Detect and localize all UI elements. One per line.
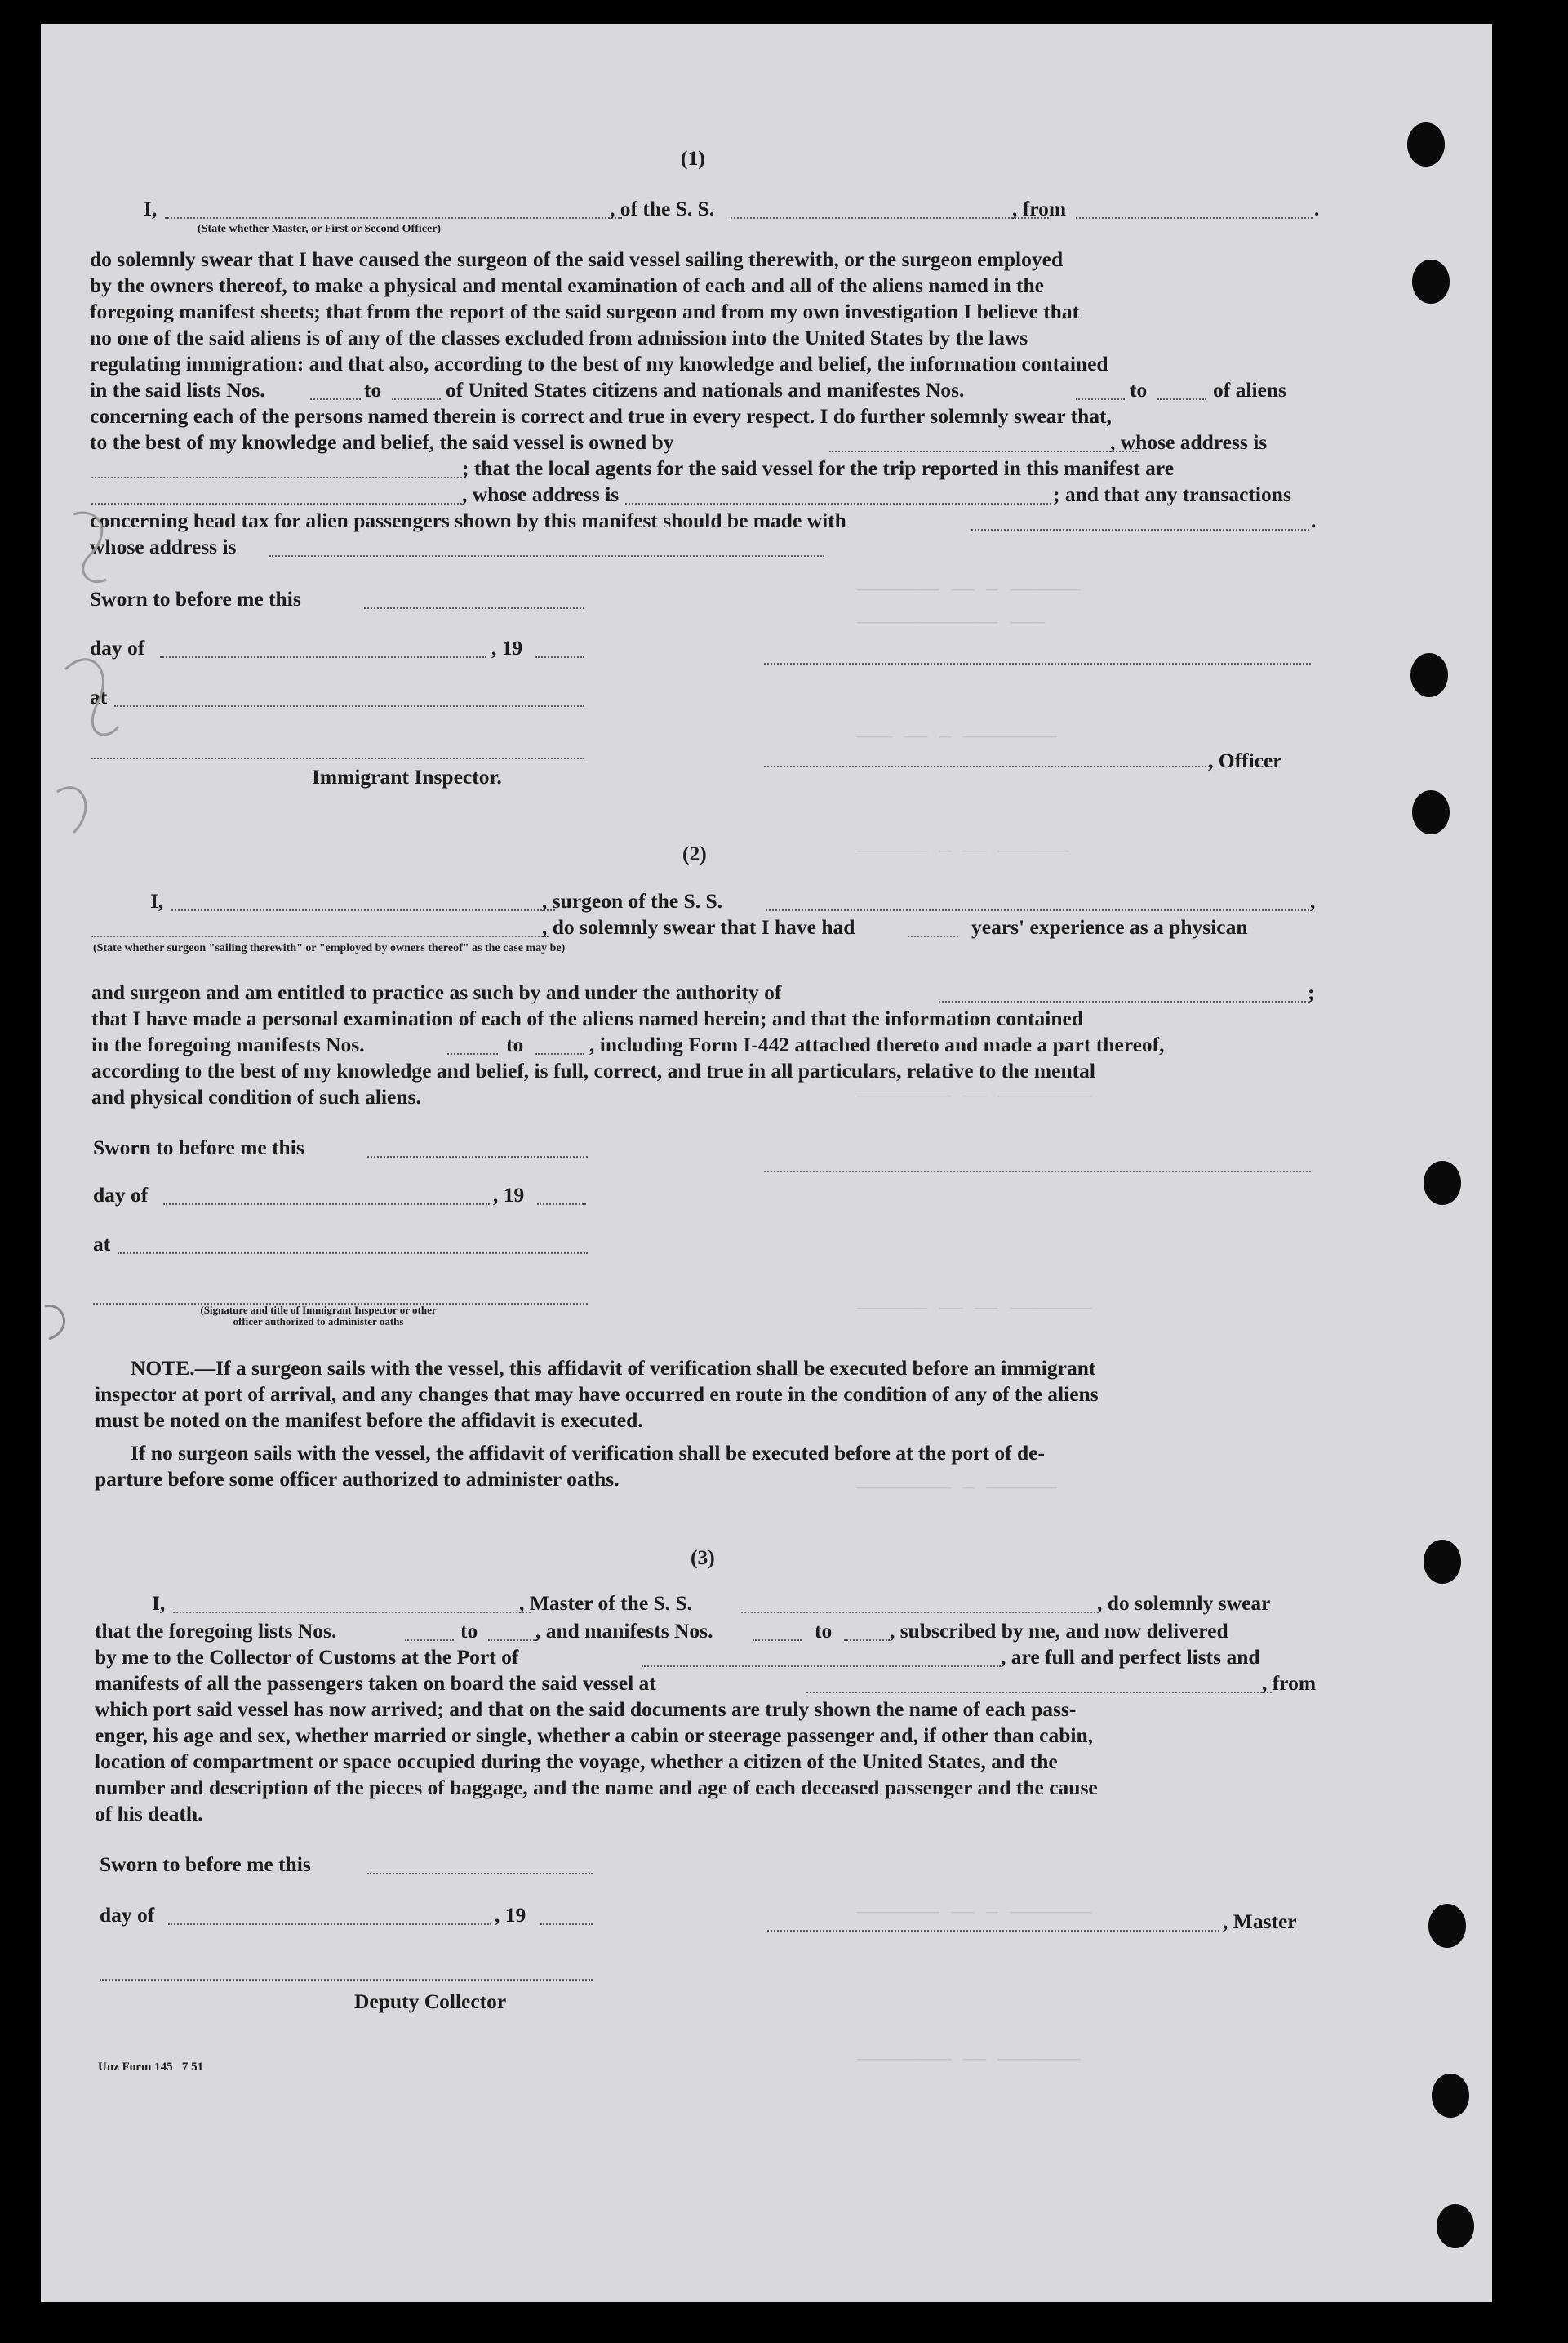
s1-para-line: do solemnly swear that I have caused the surgeon of the said vessel sailing therewith, or the surgeon employed xyxy=(90,247,1064,271)
s1-i-label: I, xyxy=(144,197,158,220)
binder-hole xyxy=(1410,653,1448,697)
binder-hole xyxy=(1424,1540,1461,1584)
s1-owned-label: to the best of my knowledge and belief, the said vessel is owned by xyxy=(90,430,674,454)
s3-deputy-signature-line[interactable] xyxy=(100,1979,593,1981)
s2-swear-label: , do solemnly swear that I have had xyxy=(542,915,855,939)
master-name-line[interactable] xyxy=(173,1612,531,1613)
s1-agents-label: ; that the local agents for the said vessel for the trip reported in this manifest are xyxy=(462,456,1175,480)
section-1-number: (1) xyxy=(681,146,705,170)
s2-para-line: that I have made a personal examination of each of the aliens named herein; and that the information contained xyxy=(91,1007,1084,1030)
s3-lists-label: that the foregoing lists Nos. xyxy=(95,1619,337,1643)
agents-name-line[interactable] xyxy=(91,503,462,505)
s1-transactions-label: ; and that any transactions xyxy=(1053,482,1291,506)
s3-deputy-label: Deputy Collector xyxy=(354,1990,507,2013)
s1-sworn-line[interactable] xyxy=(364,607,584,609)
s1-concerning-line: concerning each of the persons named therein is correct and true in every respect. I do further solemnly swear that, xyxy=(90,404,1112,428)
s3-manifests-to-line[interactable] xyxy=(844,1639,890,1641)
s2-year-line[interactable] xyxy=(537,1203,586,1205)
head-tax-address-line[interactable] xyxy=(269,555,824,557)
s1-at-line[interactable] xyxy=(114,705,584,707)
s2-manifests-to: to xyxy=(506,1033,524,1056)
s1-manifests-to: to xyxy=(1130,378,1148,402)
s3-manifests-to: to xyxy=(815,1619,833,1643)
manifests-to-line[interactable] xyxy=(1157,398,1206,400)
note-line: If no surgeon sails with the vessel, the affidavit of verification shall be executed before at the port of de- xyxy=(131,1441,1045,1465)
s3-master-label-sign: , Master xyxy=(1223,1910,1297,1933)
s2-form-label: , including Form I-442 attached thereto and made a part thereof, xyxy=(589,1033,1165,1056)
note-line: must be noted on the manifest before the affidavit is executed. xyxy=(95,1408,643,1432)
authority-line[interactable] xyxy=(939,1001,1306,1003)
s3-manifests-from-line[interactable] xyxy=(753,1639,802,1641)
owner-name-line[interactable] xyxy=(829,451,1139,452)
s3-swear-label: , do solemnly swear xyxy=(1097,1591,1271,1615)
s1-year-label: , 19 xyxy=(491,636,523,660)
section-2-number: (2) xyxy=(682,842,707,865)
s2-day-line[interactable] xyxy=(163,1203,490,1205)
ship-name-line[interactable] xyxy=(731,217,1049,219)
s2-manifests-from-line[interactable] xyxy=(447,1053,498,1055)
margin-pencil-marks xyxy=(41,482,139,906)
s3-para-line: which port said vessel has now arrived; and that on the said documents are truly shown the name of each pass- xyxy=(95,1697,1077,1721)
s1-officer-name-line[interactable] xyxy=(764,766,1213,767)
binder-hole xyxy=(1437,2204,1474,2248)
embark-port-line[interactable] xyxy=(806,1692,1272,1693)
note-line: NOTE.—If a surgeon sails with the vessel, this affidavit of verification shall be executed before an immigrant xyxy=(131,1356,1096,1380)
s1-sworn-label: Sworn to before me this xyxy=(90,587,301,611)
s1-aliens-label: of aliens xyxy=(1213,378,1286,402)
note-line: inspector at port of arrival, and any changes that may have occurred en route in the condition of any of the aliens xyxy=(95,1382,1099,1406)
s3-sworn-label: Sworn to before me this xyxy=(100,1852,311,1876)
s3-year-label: , 19 xyxy=(495,1903,526,1927)
s2-para-line: according to the best of my knowledge and belief, is full, correct, and true in all particulars, relative to the mental xyxy=(91,1059,1096,1083)
s3-para-line: location of compartment or space occupied during the voyage, whether a citizen of the United States, and the xyxy=(95,1749,1058,1773)
binder-hole xyxy=(1412,260,1450,304)
s3-from-label: , from xyxy=(1262,1671,1317,1695)
s1-owner-address-label: , whose address is xyxy=(1110,430,1268,454)
manifests-from-line[interactable] xyxy=(1076,398,1125,400)
form-id: Unz Form 145 7 51 xyxy=(98,2061,204,2074)
s1-end-period: . xyxy=(1314,197,1320,220)
s2-end-comma: , xyxy=(1310,889,1316,913)
binder-hole xyxy=(1412,790,1450,834)
from-port-line[interactable] xyxy=(1076,217,1313,219)
surgeon-name-line[interactable] xyxy=(171,909,555,911)
s1-of-ship-label: , of the S. S. xyxy=(610,197,715,220)
s2-at-line[interactable] xyxy=(118,1252,588,1254)
s2-ship-name-line[interactable] xyxy=(766,909,1309,911)
s3-i-label: I, xyxy=(152,1591,166,1615)
s2-sworn-line[interactable] xyxy=(367,1156,588,1158)
surgeon-note: (State whether surgeon "sailing therewith" or "employed by owners thereof" as the case may be) xyxy=(93,942,566,954)
s2-signature-note-line: (Signature and title of Immigrant Inspector or other xyxy=(200,1304,437,1316)
s1-lists-to: to xyxy=(364,378,382,402)
years-experience-line[interactable] xyxy=(908,936,958,937)
s2-surgeon-label: , surgeon of the S. S. xyxy=(542,889,723,913)
s3-para-line: number and description of the pieces of baggage, and the name and age of each deceased passenger and the cause xyxy=(95,1776,1098,1799)
s1-at-label: at xyxy=(90,685,108,709)
owner-address-line[interactable] xyxy=(91,477,462,478)
officer-note: (State whether Master, or First or Second Officer) xyxy=(198,223,442,235)
s1-day-line[interactable] xyxy=(160,656,486,658)
s3-ship-name-line[interactable] xyxy=(741,1612,1095,1613)
s2-para-line: and physical condition of such aliens. xyxy=(91,1085,421,1109)
s1-inspector-signature-line[interactable] xyxy=(91,758,584,759)
form-page: ——————— —— — —————— ———————————— ——— ——— —— — ———————— —————— — —— —————— ———————— —— ———————— —————— —— —— ——————— ———————— — —————— ——————— —— — ——————— ———————— —— ——————— (1) I, , of the S. S. , from . (State whether Master, or First or Second Officer) do solemnly swear that I have caused the surgeon of the said vessel sailing therewith, or the surgeon employed by the owners thereof, to make a physical and mental examination of each and all of the aliens named in the foregoing manifest sheets; that from the report of the said surgeon and from my own investigation I believe that no one of the said aliens is of any of the classes excluded from admission into the United States by the laws regulating immigration: and that also, according to the best of my knowledge and belief, the information contained in the said lists Nos. to of United States citizens and nationals and manifestes Nos. to of aliens concerning each of the persons named therein is correct and true in every respect. I do further solemnly swear that, to the best of my knowledge and belief, the said vessel is owned by , whose address is ; that the local agents for the said vessel for the trip reported in this manifest are , whose address is ; and that any transactions concerning head tax for alien passengers shown by this manifest should be made with . whose address is Sworn to before me this day of , 19 at , Officer Immigrant Inspector. (2) I, , surgeon of the S. S. , , do solemnly swear that I have had years' experience as a physican (State whether surgeon "sailing therewith" or "employed by owners thereof" as the case may be) and surgeon and am entitled to practice as such by and under the authority of ; that I have made a personal examination of each of the aliens named herein; and that the information contained in the foregoing manifests Nos. to , including Form I-442 attached thereto and made a part thereof, according to the best of my knowledge and belief, is full, correct, and true in all particulars, relative to the mental and physical condition of such aliens. Sworn to before me this day of , 19 at (Signature and title of Immigrant Inspector or other officer authorized to administer oaths NOTE.—If a surgeon sails with the vessel, this affidavit of verification shall be executed before an immigrant inspector at port of arrival, and any changes that may have occurred en route in the condition of any of the aliens must be noted on the manifest before the affidavit is executed. If no surgeon sails with the vessel, the affidavit of verification shall be executed before at the port of de- parture before some officer authorized to administer oaths. (3) I, , Master of the S. S. , do solemnly swear that the foregoing lists Nos. to , and manifests Nos. to , subscribed by me, and now delivered by me to the Collector of Customs at the Port of , are full and perfect lists and manifests of all the passengers taken on board the said vessel at , from which port said vessel has now arrived; and that on the said documents are truly shown the name of each pass- enger, his age and sex, whether married or single, whether a cabin or steerage passenger and, if other than cabin, location of compartment or space occupied during the voyage, whether a citizen of the United States, and the number and description of the pieces of baggage, and the name and age of each deceased passenger and the cause of his death. Sworn to before me this day of , 19 , Master Deputy Collector Unz Form 145 7 51 xyxy=(41,24,1492,2302)
s3-master-label: , Master of the S. S. xyxy=(519,1591,693,1615)
agents-address-line[interactable] xyxy=(625,503,1051,505)
s1-day-label: day of xyxy=(90,636,145,660)
s3-para-line: of his death. xyxy=(95,1802,203,1825)
binder-hole xyxy=(1424,1161,1461,1205)
s3-port-label: by me to the Collector of Customs at the Port of xyxy=(95,1645,519,1669)
s1-head-tax-period: . xyxy=(1311,509,1317,532)
s2-year-label: , 19 xyxy=(493,1183,525,1207)
s2-manifests-to-line[interactable] xyxy=(535,1053,584,1055)
s3-day-line[interactable] xyxy=(168,1923,491,1925)
s2-day-label: day of xyxy=(93,1183,149,1207)
binder-hole xyxy=(1428,1904,1466,1948)
s3-delivered-label: , subscribed by me, and now delivered xyxy=(890,1619,1228,1643)
binder-hole xyxy=(1407,122,1445,167)
s3-manifests-label: , and manifests Nos. xyxy=(535,1619,713,1643)
s3-sworn-line[interactable] xyxy=(367,1873,593,1874)
s1-year-line[interactable] xyxy=(535,656,584,658)
s3-para-line: enger, his age and sex, whether married or single, whether a cabin or steerage passenger and, if other than cabin, xyxy=(95,1723,1094,1747)
binder-hole xyxy=(1432,2074,1469,2118)
s1-para-line: by the owners thereof, to make a physical and mental examination of each and all of the aliens named in the xyxy=(90,273,1044,297)
s1-from-label: , from xyxy=(1012,197,1067,220)
s2-experience-label: years' experience as a physican xyxy=(971,915,1248,939)
lists-from-line[interactable] xyxy=(310,398,361,400)
port-line[interactable] xyxy=(642,1665,1001,1667)
s1-officer-signature-line[interactable] xyxy=(764,663,1311,665)
section-3-number: (3) xyxy=(691,1545,715,1569)
margin-pencil-mark xyxy=(41,1298,106,1347)
lists-to-line[interactable] xyxy=(392,398,441,400)
s3-lists-from-line[interactable] xyxy=(405,1639,454,1641)
s2-authority-end: ; xyxy=(1308,980,1315,1004)
s2-authority-label: and surgeon and am entitled to practice as such by and under the authority of xyxy=(91,980,782,1004)
s2-surgeon-signature-line[interactable] xyxy=(764,1171,1311,1172)
s1-para-line: regulating immigration: and that also, according to the best of my knowledge and belief, the information contained xyxy=(90,352,1108,376)
s1-inspector-label: Immigrant Inspector. xyxy=(312,765,502,789)
s1-agents-address-label: , whose address is xyxy=(462,482,620,506)
s2-signature-note-line: officer authorized to administer oaths xyxy=(233,1315,404,1327)
head-tax-agent-line[interactable] xyxy=(971,529,1309,531)
s1-para-line: foregoing manifest sheets; that from the report of the said surgeon and from my own investigation I believe that xyxy=(90,300,1080,323)
s2-manifests-label: in the foregoing manifests Nos. xyxy=(91,1033,365,1056)
s1-address-label: whose address is xyxy=(90,535,237,558)
s2-at-label: at xyxy=(93,1232,111,1256)
s2-i-label: I, xyxy=(150,889,164,913)
s1-lists-label: in the said lists Nos. xyxy=(90,378,265,402)
s1-head-tax-label: concerning head tax for alien passengers shown by this manifest should be made with xyxy=(90,509,846,532)
s3-year-line[interactable] xyxy=(540,1923,593,1925)
s3-lists-perfect-label: , are full and perfect lists and xyxy=(1001,1645,1260,1669)
s3-lists-to: to xyxy=(460,1619,478,1643)
s3-master-signature-line[interactable] xyxy=(767,1930,1219,1932)
s2-signature-note xyxy=(155,1305,482,1327)
surgeon-type-line[interactable] xyxy=(91,936,549,937)
officer-name-line[interactable] xyxy=(165,217,622,219)
s1-officer-label: , Officer xyxy=(1208,749,1282,772)
s1-para-line: no one of the said aliens is of any of the classes excluded from admission into the United States by the laws xyxy=(90,326,1028,349)
s3-lists-to-line[interactable] xyxy=(488,1639,537,1641)
s3-day-label: day of xyxy=(100,1903,155,1927)
s2-sworn-label: Sworn to before me this xyxy=(93,1136,304,1159)
note-line: parture before some officer authorized to administer oaths. xyxy=(95,1467,620,1491)
s3-embark-label: manifests of all the passengers taken on board the said vessel at xyxy=(95,1671,656,1695)
s1-citizens-label: of United States citizens and nationals and manifestes Nos. xyxy=(446,378,965,402)
